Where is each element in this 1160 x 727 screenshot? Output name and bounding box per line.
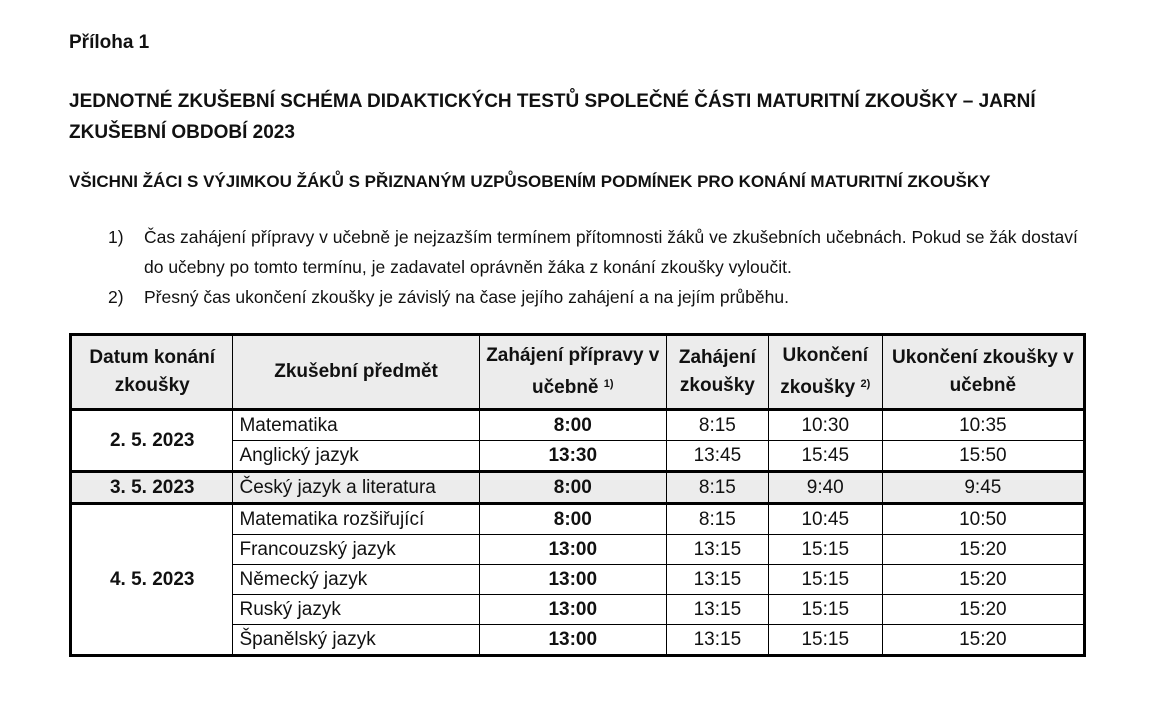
room-end-cell: 10:50 — [882, 504, 1084, 535]
exam-start-cell: 13:15 — [666, 565, 768, 595]
header-exam-start: Zahájení zkoušky — [666, 335, 768, 410]
room-end-cell: 10:35 — [882, 410, 1084, 441]
header-room-end: Ukončení zkoušky v učebně — [882, 335, 1084, 410]
prep-start-cell: 8:00 — [479, 410, 666, 441]
exam-start-cell: 13:45 — [666, 441, 768, 472]
exam-start-cell: 13:15 — [666, 595, 768, 625]
prep-start-cell: 13:00 — [479, 535, 666, 565]
prep-start-cell: 13:00 — [479, 595, 666, 625]
table-body — [71, 410, 1085, 656]
footnote-ref-2: 2) — [860, 378, 871, 390]
note-number: 2) — [108, 287, 124, 307]
exam-date-cell: 3. 5. 2023 — [71, 472, 233, 504]
exam-end-cell: 15:15 — [768, 565, 882, 595]
exam-end-cell: 10:45 — [768, 504, 882, 535]
subject-cell: Český jazyk a literatura — [233, 472, 479, 504]
note-item — [108, 282, 1093, 312]
room-end-cell: 15:20 — [882, 565, 1084, 595]
room-end-cell: 15:20 — [882, 625, 1084, 656]
header-row — [71, 335, 1085, 410]
exam-end-cell: 15:15 — [768, 595, 882, 625]
exam-end-cell: 10:30 — [768, 410, 882, 441]
room-end-cell: 15:20 — [882, 535, 1084, 565]
subject-cell: Francouzský jazyk — [233, 535, 479, 565]
exam-date-cell: 4. 5. 2023 — [71, 504, 233, 656]
table-row — [71, 504, 1085, 535]
exam-end-cell: 15:45 — [768, 441, 882, 472]
prep-start-cell: 8:00 — [479, 472, 666, 504]
header-prep-start: Zahájení přípravy v učebně $^{1)}$ — [479, 335, 666, 410]
exam-date-cell: 2. 5. 2023 — [71, 410, 233, 472]
subject-cell: Španělský jazyk — [233, 625, 479, 656]
prep-start-cell: 8:00 — [479, 504, 666, 535]
note-text: Čas zahájení přípravy v učebně je nejzazším termínem přítomnosti žáků ve zkušebních učebnách. Pokud se žák dostaví do učebny po tomto termínu, je zadavatel oprávněn žáka z konání zkoušky vyloučit. — [144, 227, 1078, 277]
document-title: JEDNOTNÉ ZKUŠEBNÍ SCHÉMA DIDAKTICKÝCH TESTŮ SPOLEČNÉ ČÁSTI MATURITNÍ ZKOUŠKY – JARNÍ ZKUŠEBNÍ OBDOBÍ 2023 — [69, 91, 1036, 143]
exam-schedule-table — [69, 333, 1086, 657]
room-end-cell: 15:20 — [882, 595, 1084, 625]
exam-start-cell: 8:15 — [666, 472, 768, 504]
exam-start-cell: 13:15 — [666, 535, 768, 565]
table-row — [71, 410, 1085, 441]
note-text: Přesný čas ukončení zkoušky je závislý na čase jejího zahájení a na jejím průběhu. — [144, 287, 789, 307]
notes-list — [108, 222, 1093, 312]
annex-label: Příloha 1 — [69, 32, 150, 53]
room-end-cell: 9:45 — [882, 472, 1084, 504]
room-end-cell: 15:50 — [882, 441, 1084, 472]
note-item — [108, 222, 1093, 282]
exam-start-cell: 8:15 — [666, 504, 768, 535]
exam-end-cell: 15:15 — [768, 535, 882, 565]
subject-cell: Německý jazyk — [233, 565, 479, 595]
subject-cell: Anglický jazyk — [233, 441, 479, 472]
prep-start-cell: 13:30 — [479, 441, 666, 472]
exam-end-cell: 15:15 — [768, 625, 882, 656]
table-header — [71, 335, 1085, 410]
prep-start-cell: 13:00 — [479, 565, 666, 595]
subject-cell: Matematika rozšiřující — [233, 504, 479, 535]
exam-start-cell: 8:15 — [666, 410, 768, 441]
subject-cell: Ruský jazyk — [233, 595, 479, 625]
footnote-ref-1: 1) — [603, 378, 614, 390]
header-date: Datum konání zkoušky — [71, 335, 233, 410]
header-exam-end: Ukončení zkoušky $^{2)}$ — [768, 335, 882, 410]
subject-cell: Matematika — [233, 410, 479, 441]
exam-start-cell: 13:15 — [666, 625, 768, 656]
note-number: 1) — [108, 227, 124, 247]
header-subject: Zkušební předmět — [233, 335, 479, 410]
exam-end-cell: 9:40 — [768, 472, 882, 504]
prep-start-cell: 13:00 — [479, 625, 666, 656]
table-row — [71, 472, 1085, 504]
document-subtitle: VŠICHNI ŽÁCI S VÝJIMKOU ŽÁKŮ S PŘIZNANÝM UZPŮSOBENÍM PODMÍNEK PRO KONÁNÍ MATURITNÍ ZKOUŠKY — [69, 172, 991, 191]
